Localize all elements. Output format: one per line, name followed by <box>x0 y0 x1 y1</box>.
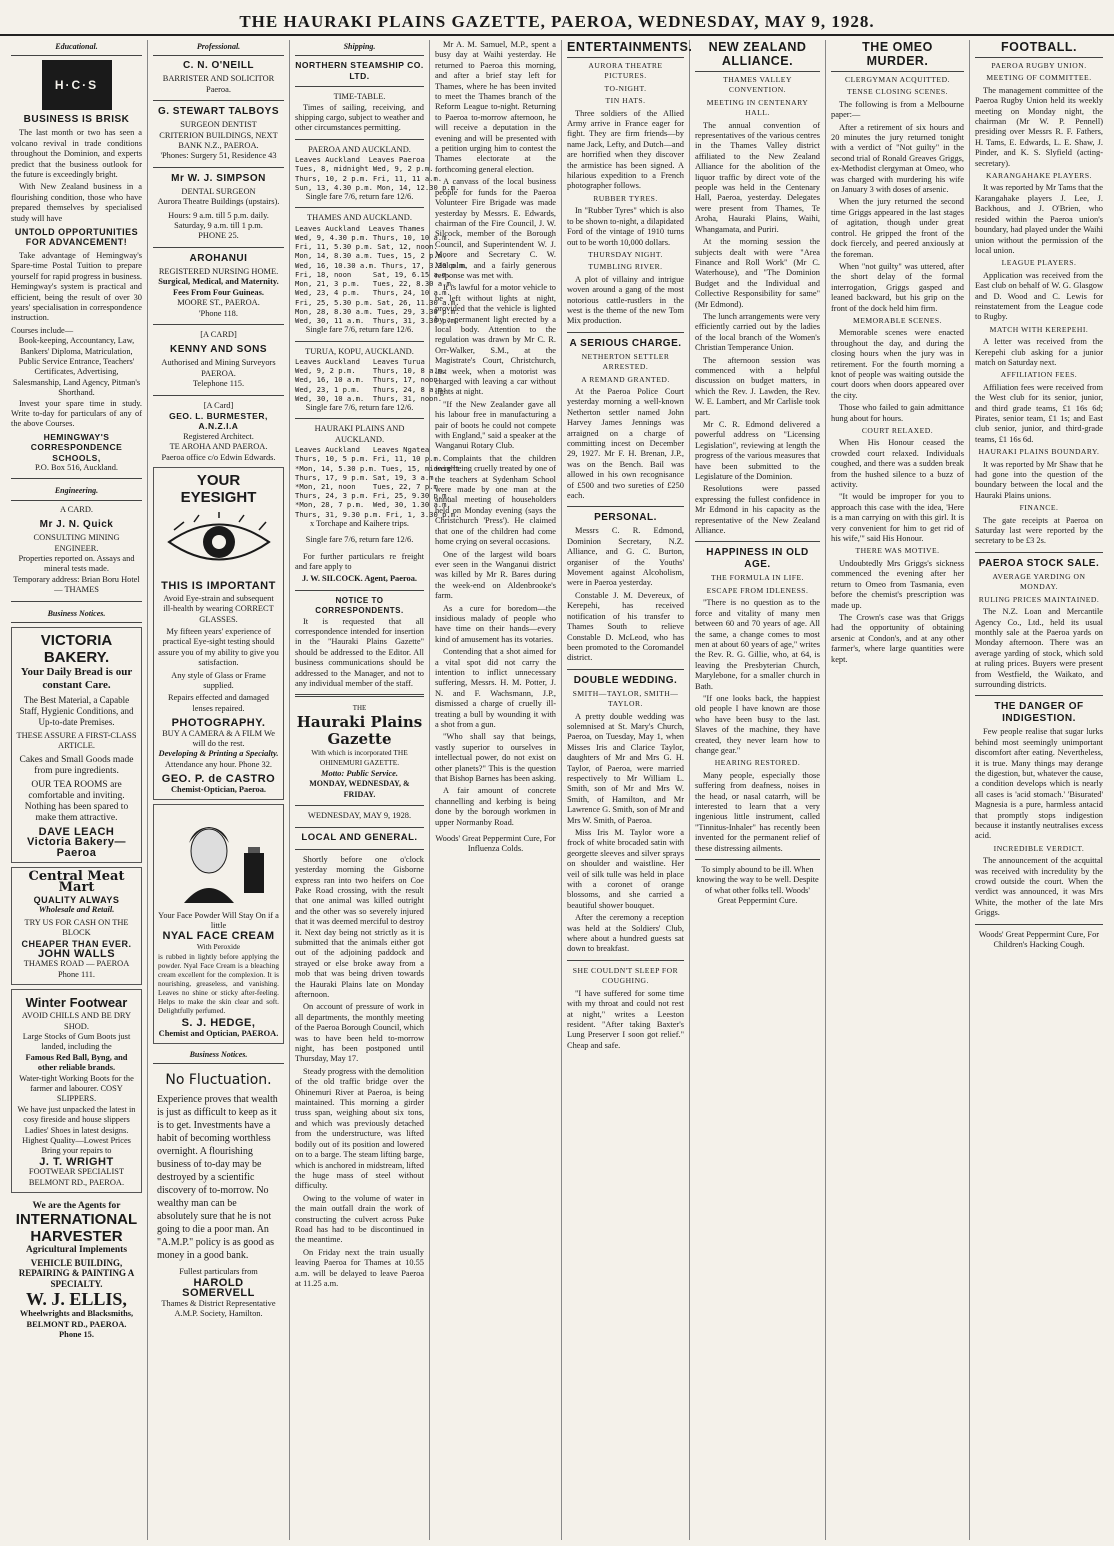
paragraph: It was reported by Mr Tams that the Karangahake players J. Lee, J. Backhous, and J. O'Brien, who resided within the Paeroa union's boundary, had played under the Waihi union without the permission of the local union. <box>975 183 1103 255</box>
ad-text: TRY US FOR CASH ON THE BLOCK <box>24 917 129 938</box>
paragraph: "I have suffered for some time with my throat and could not rest at night," writes a Leeston resident. "After taking Baxter's Lung Preserver I soon got relief." Cheap and safe. <box>567 988 684 1050</box>
masthead-days: MONDAY, WEDNESDAY, & FRIDAY. <box>309 779 410 799</box>
eye-illustration-icon <box>164 512 274 572</box>
paragraph: The following is from a Melbourne paper:— <box>831 99 964 120</box>
paragraph: One of the largest wild boars ever seen in the Wanganui district was killed by Mr R. Bares during the week-end on Aldenbrooke's farm. <box>435 549 556 601</box>
paragraph: Memorable scenes were enacted throughout the day, and during the closing hours when the jury was in retirement. For the fourth morning a knot of people was waiting outside the court doors when doors appeared over the city. <box>831 328 964 400</box>
victoria-bakery-ad <box>11 627 142 863</box>
subheading: SMITH—TAYLOR, SMITH—TAYLOR. <box>572 688 679 709</box>
section-label: Business Notices. <box>11 607 142 623</box>
international-harvester-ad <box>11 1197 142 1344</box>
paragraph: A pretty double wedding was solemnised at St. Mary's Church, Paeroa, on Tuesday, May 1, when Misses Iris and Clarice Taylor, daughters of Mr and Mrs G. H. Taylor, of Paeroa, were married respectively to Mr William L. Smith, son of Mr and Mrs W. Smith, of Hamilton, and Mr Lawrence G. Smith, son of Mr and Mrs W. Smith, of Paeroa. <box>567 711 684 825</box>
column-7 <box>826 40 970 1540</box>
paragraph: "If the New Zealander gave all his labour free in manufacturing a pair of boots he could not compete with England," said a speaker at the Wanganui Rotary Club. <box>435 399 556 451</box>
timetable: Leaves Auckland Leaves Ngatea Thurs, 10, 5 p.m. Fri, 11, 10 p.m. *Mon, 14, 5.30 p.m. Tues, 15, midnight Thurs, 17, 9 p.m. Sat, 19, 3 a.m. *Mon, 21, noon Tues, 22, 7 p.m. Thurs, 24, 3 p.m. Fri, 25, 9.30 p.m. *Mon, 28, 7 p.m. Wed, 30, 1.30 a.m. Thurs, 31, 9.30 p.m. Fri, 1, 3.30 p.m. <box>295 445 460 519</box>
paragraph: Invest your spare time in study. Write to-day for particulars of any of the above Courses. <box>11 398 142 429</box>
subheading: PAEROA RUGBY UNION. <box>991 61 1087 70</box>
subheading: KARANGAHAKE PLAYERS. <box>986 171 1092 181</box>
timetable: Leaves Auckland Leaves Thames Wed, 9, 4.30 p.m. Thurs, 10, 10 a.m. Fri, 11, 5.30 p.m. Sat, 12, noon. Mon, 14, 8.30 a.m. Tues, 15, 2 p.m. Wed, 16, 10.30 a.m. Thurs, 17, 3.30 p.m. Fri, 18, noon Sat, 19, 6.15 a.m. Mon, 21, 3 p.m. Tues, 22, 8.30 a.m. Wed, 23, 4 p.m. Thurs, 24, 10 a.m. Fri, 25, 5.30 p.m. Sat, 26, 11.30 a.m. Mon, 28, 8.30 a.m. Tues, 29, 3.30 p.m. Wed, 30, 11 a.m. Thurs, 31, 3.30 p.m. <box>295 223 469 325</box>
card-label: [A CARD] <box>200 329 237 339</box>
paragraph: At the Paeroa Police Court yesterday morning a well-known Netherton settler named John Harvey James Jennings was arraigned on a charge of committing incest on December 29, 1927. Mr F. H. Brenan, J.P., was on the Bench. Bail was allowed in his own recognisance of £500 and two sureties of £250 each. <box>567 386 684 501</box>
subheading: ESCAPE FROM IDLENESS. <box>706 585 809 595</box>
address: Paeroa office c/o Edwin Edwards. <box>161 452 276 462</box>
paragraph: It was reported by Mr Shaw that he had gone into the question of the boundary between the local and the Hauraki Plains unions. <box>975 459 1103 500</box>
advertiser-name: Mr J. N. Quick <box>39 519 114 531</box>
column-6 <box>690 40 826 1540</box>
page-columns <box>6 40 1108 1540</box>
column-4 <box>430 40 562 1540</box>
paragraph: Miss Iris M. Taylor wore a frock of white brocaded satin with georgette sleeves and silver sprays on shoulder and waistline. Her veil of silk tulle was held in place with a coronet of orange blossoms, and she carried a beautiful shower bouquet. <box>567 828 684 910</box>
ad-text: QUALITY ALWAYS <box>33 894 120 905</box>
ad-title: No Fluctuation. <box>165 1072 272 1089</box>
ad-text: Surgical, Medical, and Maternity. Fees From Four Guineas. <box>158 277 279 297</box>
paragraph: After the ceremony a reception was held at the Soldiers' Club, where about a hundred guests sat down to breakfast. <box>567 913 684 954</box>
ad-text: CHEAPER THAN EVER. <box>21 938 132 949</box>
ad-owner: J. T. WRIGHT <box>39 1155 114 1168</box>
subheading: HEARING RESTORED. <box>714 758 801 768</box>
column-2 <box>148 40 290 1540</box>
paragraph: Mr C. R. Edmond delivered a powerful address on "Licensing Legislation", reviewing at length the progress of the various measures that have been submitted to the Legislature of the Dominion. <box>695 420 820 482</box>
ad-text: We have just unpacked the latest in cosy fireside and house slippers Ladies' Shoes in latest designs. Highest Quality—Lowest Prices <box>17 1104 136 1146</box>
eyesight-ad <box>153 467 284 800</box>
ad-heading: PHOTOGRAPHY. <box>171 717 266 730</box>
paragraph: In "Rubber Tyres" which is also to be shown to-night, a dilapidated Ford of the vintage of 1910 turns out to be worth 10,000 dollars. <box>567 206 684 247</box>
subheading: MEETING IN CENTENARY HALL. <box>706 97 809 118</box>
ad-text: THESE ASSURE A FIRST-CLASS ARTICLE. <box>16 731 137 751</box>
paragraph: A letter was received from the Kerepehi club asking for a junior match on Saturday next. <box>975 337 1103 367</box>
article-headline: THE DANGER OF INDIGESTION. <box>994 701 1084 725</box>
ad-signature: Victoria Bakery—Paeroa <box>27 836 126 859</box>
subheading: NOTICE TO CORRESPONDENTS. <box>315 595 404 616</box>
subheading: UNTOLD OPPORTUNITIES FOR ADVANCEMENT! <box>14 227 139 248</box>
ad-text: AVOID CHILLS AND BE DRY SHOD. <box>21 1011 132 1031</box>
paragraph: "It would be improper for you to approach this case with the idea, 'Here is a man carrying on with this girl. It is very convenient for him to get rid of his wife,'" said His Honour. <box>831 492 964 544</box>
column-3 <box>290 40 469 1540</box>
masthead: THE HAURAKI PLAINS GAZETTE, PAEROA, WEDNESDAY, MAY 9, 1928. <box>0 6 1114 36</box>
title-text: DENTAL SURGEON <box>181 186 256 196</box>
paragraph: On account of pressure of work in all departments, the monthly meeting of the Paeroa Borough Council, which was to have been held to-morrow night, has been postponed until Thursday, May 17. <box>295 1002 424 1064</box>
ad-title: INTERNATIONAL HARVESTER <box>15 1211 138 1246</box>
masthead-motto: Motto: Public Service. <box>321 768 398 778</box>
ad-text: Attendance any hour. Phone 32. <box>165 759 272 769</box>
ad-text: My fifteen years' experience of practical Eye-sight testing should assure you of my ability to give you satisfaction. <box>158 627 279 668</box>
ad-text: VEHICLE BUILDING, REPAIRING & PAINTING A SPECIALTY. <box>18 1257 135 1289</box>
subheading: MEMORABLE SCENES. <box>852 315 943 325</box>
section-headline: ENTERTAINMENTS. <box>567 40 684 58</box>
paragraph: Owing to the volume of water in the main outfall drain the work of constructing the culvert across Puke Road has had to be discontinued in the meantime. <box>295 1193 424 1245</box>
section-headline: FOOTBALL. <box>975 40 1103 58</box>
advert-tail: To simply abound to be ill. When knowing the way to be well. Despite of what other folks tell. Woods' Great Peppermint Cure. <box>696 865 819 906</box>
subheading: MATCH WITH KEREPEHI. <box>989 324 1089 334</box>
fare-note: Single fare 7/6, return fare 12/6. <box>305 325 414 335</box>
section-label: Professional. <box>153 40 284 56</box>
phone: Telephone 115. <box>192 379 245 389</box>
paragraph: The afternoon session was commenced with a helpful discussion on budget matters, in which the Rev. J. Lawden, the Rev. W. E. Lambert, and Mr Carlisle took part. <box>695 355 820 417</box>
nyal-face-cream-ad <box>153 804 284 1044</box>
advert-tail: Woods' Great Peppermint Cure, For Influenza Colds. <box>435 834 556 854</box>
column-5 <box>562 40 693 1540</box>
subheading: THURSDAY NIGHT. <box>588 249 663 259</box>
title-text: Registered Architect. <box>183 431 254 441</box>
ad-title: YOUR EYESIGHT <box>180 471 257 506</box>
column-8 <box>970 40 1108 1540</box>
phone: PHONE 25. <box>198 231 239 241</box>
paragraph: The announcement of the acquittal was received with incredulity by the crowd outside the court. When the verdict was announced, it was Mrs White, the mother of the late Mrs Griggs. <box>975 856 1103 918</box>
paragraph: When "not guilty" was uttered, after the short delay of the formal interrogation, Griggs gasped and leaned backward, but his grip on the front of the dock held him firm. <box>831 261 964 313</box>
no-fluctuation-ad <box>153 1068 284 1323</box>
paragraph: Undoubtedly Mrs Griggs's sickness commenced the evening after her return to Omeo from Tasmania, even before the chemist's prescription was made up. <box>831 558 964 610</box>
paragraph: Few people realise that sugar lurks behind most seemingly unimportant discomfort after eating. Nevertheless, it is true. Many things may derange the digestion, but, whatever the cause, a condition develops which is nearly all cases is 'acid stomach.' 'Bisurated' Magnesia is a pure, harmless antacid that promptly stops indigestion because it instantly neutralises excess acid. <box>975 727 1103 841</box>
ad-title: Winter Footwear <box>25 995 128 1011</box>
ad-text: Any style of Glass or Frame supplied. <box>171 670 266 691</box>
ad-text: Repairs effected and damaged lenses repaired. <box>168 693 269 713</box>
advertiser-name: C. N. O'NEILL <box>182 60 255 72</box>
ad-owner: S. J. HEDGE, <box>181 1017 256 1030</box>
title-text: REGISTERED NURSING HOME. <box>158 266 279 276</box>
subheading: AVERAGE YARDING ON MONDAY. <box>992 571 1086 592</box>
address: MOORE ST., PAEROA. <box>177 298 260 308</box>
paragraph: Contending that a shot aimed for a vital spot did not carry the intention to inflict unnecessary suffering, Messrs. H. M. Potter, J. N. and F. Wachsmann, J.P., dismissed a charge of cruelly ill-treating a bull by wounding it with a shot from a gun. <box>435 647 556 729</box>
advert-tail: Woods' Great Peppermint Cure, For Children's Hacking Cough. <box>978 929 1100 950</box>
fare-note: Single fare 7/6, return fare 12/6. <box>305 535 414 545</box>
timetable: Leaves Auckland Leaves Paeroa Tues, 8, midnight Wed, 9, 2 p.m. Thurs, 10, 2 p.m. Fri, 11, 11 a.m. Sun, 13, 4.30 p.m. Mon, 14, 12.30 p.m. <box>295 155 460 192</box>
paragraph: The lunch arrangements were very efficiently carried out by the ladies of the local branch of the Women's Christian Temperance Union. <box>695 311 820 353</box>
ad-text: BUY A CAMERA & A FILM We will do the rest. <box>162 728 275 749</box>
subheading: NETHERTON SETTLER ARRESTED. <box>581 351 670 372</box>
ad-text: Famous Red Ball, Byng, and other reliable brands. <box>25 1052 128 1073</box>
subheading: AURORA THEATRE PICTURES. <box>588 61 663 81</box>
advertiser-name: HEMINGWAY'S CORRESPONDENCE SCHOOLS, <box>30 431 123 463</box>
agent-name: J. W. SILCOCK. Agent, Paeroa. <box>301 574 417 584</box>
paragraph: Times of sailing, receiving, and shipping cargo, subject to weather and other circumstances permitting. <box>295 102 424 133</box>
column-1 <box>6 40 148 1540</box>
ad-phone: Phone 111. <box>57 969 96 979</box>
ad-text: Water-tight Working Boots for the farmer and labourer. COSY SLIPPERS. <box>19 1073 134 1104</box>
advertiser-name: G. STEWART TALBOYS <box>157 106 280 118</box>
route-title: TURUA, KOPU, AUCKLAND. <box>305 346 414 356</box>
paragraph: Constable J. M. Devereux, of Kerepehi, has received notification of his transfer to Thames South to relieve Constable D. McLeod, who has been promoted to the Coromandel district. <box>567 590 684 663</box>
slogan: BUSINESS IS BRISK <box>23 114 130 126</box>
paragraph: As a cure for boredom—the insidious malady of people who have time on their hands—every kind of amusement has its votaries. <box>435 603 556 644</box>
paragraph: At the morning session the subjects dealt with were "Area Finance and Roll Work" (Mr C. Waterhouse), and "The Dominion Budget and the Individual and Collective Responsibility for same" (Mr Edmond). <box>695 237 820 309</box>
paragraph: On Friday next the train usually leaving Paeroa for Thames at 10.55 a.m. will be delayed to leave Paeroa at 11.25 a.m. <box>295 1247 424 1288</box>
ad-text: With Peroxide <box>196 941 241 951</box>
paragraph: When the jury returned the second time Griggs appeared in the last stages of agitation, though under great control. He gripped the front of the dock fiercely, and peered anxiously at the foreman. <box>831 197 964 259</box>
advertiser-name: KENNY AND SONS <box>169 344 267 356</box>
subheading: TIME-TABLE. <box>333 92 386 102</box>
fare-note: Single fare 7/6, return fare 12/6. <box>305 192 414 202</box>
paragraph: Those who failed to gain admittance hung about for hours. <box>831 403 964 423</box>
paragraph: After a retirement of six hours and 20 minutes the jury returned tonight with a verdict of "Not guilty" in the second trial of Ronald Greaves Griggs, ex-Methodist clergyman at Omeo, who was charged with murdering his wife on January 3 with doses of arsenic. <box>831 122 964 195</box>
subheading: AFFILIATION FEES. <box>1000 370 1078 380</box>
address: Temporary address: Brian Boru Hotel — THAMES <box>13 574 140 595</box>
ad-owner: JOHN WALLS <box>37 947 116 960</box>
paragraph: The last month or two has seen a volcano revival in trade conditions throughout the Dominion, and experts predict that the business outlook for the future is exceedingly bright. <box>11 128 142 180</box>
paragraph: The management committee of the Paeroa Rugby Union held its weekly meeting on Monday night, the chairman (Mr W. P. Pennell) presiding over Messrs R. F. Fathers, H. Tams, E. Edwards, L. E. Shaw, J. Pinder, and K. S. Slyfield (acting-secretary). <box>975 85 1103 168</box>
subheading: FINANCE. <box>1019 503 1059 513</box>
article-headline: PAEROA STOCK SALE. <box>978 557 1100 569</box>
masthead-title: Hauraki Plains Gazette <box>296 712 423 748</box>
subheading: TENSE CLOSING SCENES. <box>847 87 948 97</box>
paragraph: With New Zealand business in a flourishing condition, those who have prepared themselves by specialised study will have <box>11 182 142 223</box>
hours: Hours: 9 a.m. till 5 p.m. daily. Saturday, 9 a.m. till 1 p.m. <box>168 210 269 231</box>
ad-tagline: Your Daily Bread is our constant Care. <box>20 666 133 692</box>
address: TE AROHA AND PAEROA. <box>169 442 268 452</box>
paragraph: Three soldiers of the Allied Army arrive in France eager for fight. They are firm friends—by name Jack, Lefty, and Dutch—and are horrified when they discover the armistice has been signed. A hilarious expedition to a French photographer follows. <box>567 108 684 191</box>
paragraph: It is lawful for a motor vehicle to be left without lights at night, provided that the vehicle is lighted by a permanent light erected by a local body. Attention to the regulation was drawn by Mr C. R. Orr-Walker, S.M., at the Magistrate's Court, Christchurch, last week, when a motorist was charged with leaving a car without lights at night. <box>435 283 556 397</box>
ad-signature: Wheelwrights and Blacksmiths, BELMONT RD., PAEROA. Phone 15. <box>19 1309 134 1339</box>
route-title: THAMES AND AUCKLAND. <box>307 213 412 223</box>
paragraph: The annual convention of representatives of the various centres in the Thames Valley district affiliated to the New Zealand Alliance for the abolition of the liquor traffic by direct vote of the people was held in the Centenary Hall, Paeroa, yesterday. Delegates were present from Thames, Te Aroha, Hauraki Plains, Waihi, Whangamata, and Puriri. <box>695 120 820 234</box>
subheading: A REMAND GRANTED. <box>581 374 670 384</box>
ad-text: Avoid Eye-strain and subsequent ill-health by wearing CORRECT GLASSES. <box>163 593 274 624</box>
paragraph: Take advantage of Hemingway's Spare-time Postal Tuition to prepare yourself for rapid progress in business. Hemingway's system is practical and efficient, being the result of over 30 years' specialisation in correspondence instruction. <box>11 250 142 323</box>
ad-text: The Best Material, a Capable Staff, Hygienic Conditions, and Up-to-date Premises. <box>19 695 134 728</box>
paragraph: The gate receipts at Paeroa on Saturday last were reported by the secretary to be £3 2s. <box>975 515 1103 546</box>
ad-signature: Chemist and Optician, PAEROA. <box>158 1028 279 1038</box>
advertiser-name: AROHANUI <box>189 252 248 264</box>
section-label: Educational. <box>11 40 142 56</box>
route-title: PAEROA AND AUCKLAND. <box>308 144 411 154</box>
route-title: HAURAKI PLAINS AND AUCKLAND. <box>314 424 405 444</box>
phone: 'Phone 118. <box>199 308 238 318</box>
woman-portrait-illustration-icon <box>164 813 274 903</box>
paragraph: Affiliation fees were received from the West club for its senior, junior, and third grade teams, £1 16s 6d; Pirates, senior team, £1 1s; and East club senior, junior, and third-grade teams, £1 16s 6d. <box>975 382 1103 444</box>
section-label: Business Notices. <box>153 1048 284 1064</box>
ad-text: Agricultural Implements <box>25 1245 128 1256</box>
title-text: SURGEON DENTIST <box>180 120 257 130</box>
subheading: RULING PRICES MAINTAINED. <box>978 594 1100 604</box>
section-headline: THE OMEO MURDER. <box>831 40 964 72</box>
ad-signature: Thames & District Representative A.M.P. Society, Hamilton. <box>161 1298 276 1318</box>
paragraph: For further particulars re freight and fare apply to <box>295 551 424 571</box>
ad-owner: DAVE LEACH <box>38 825 115 838</box>
subheading: HAURAKI PLAINS BOUNDARY. <box>978 447 1100 457</box>
central-meat-mart-ad <box>11 867 142 985</box>
ad-heading: THIS IS IMPORTANT <box>161 580 276 593</box>
paragraph: Many people, especially those suffering from deafness, noises in the head, or nasal catarrh, will be interested to learn that a very ingenious little instrument, called "Tinnitus-Inhaler" has recently been invented for the permanent relief of these distressing ailments. <box>695 770 820 853</box>
subheading: RUBBER TYRES. <box>593 193 658 203</box>
paragraph: Shortly before one o'clock yesterday morning the Gisborne express ran into two heifers on Coe Pake Road crossing, with the result that one animal was killed outright and the other was so severely injured that it was deemed merciful to destroy it. Next day being not strictly as it is submitted that the animals either got out of the adjoining paddock and strayed or else broke away from a mob that was being driven towards the Hauraki Plains late on Monday afternoon. <box>295 854 424 999</box>
address: Paeroa. <box>206 84 231 94</box>
title-text: CONSULTING MINING ENGINEER. <box>33 533 120 553</box>
ad-signature: Chemist-Optician, Paeroa. <box>171 784 266 794</box>
masthead-the: THE <box>352 704 367 713</box>
masthead-sub: With which is incorporated THE OHINEMURI GAZETTE. <box>311 747 408 768</box>
ad-signature: FOOTWEAR SPECIALIST BELMONT RD., PAEROA. <box>28 1167 125 1187</box>
ad-text: Cakes and Small Goods made from pure ingredients. <box>19 754 134 776</box>
subheading: TIN HATS. <box>605 96 646 106</box>
ad-text: OUR TEA ROOMS are comfortable and inviting. Nothing has been spared to make them attractive. <box>24 779 129 823</box>
paragraph: The N.Z. Loan and Mercantile Agency Co., Ltd., held its usual monthly sale at the Paeroa yards on Monday afternoon. There was an average yarding of stock, which sold at ruling prices. Buyers were present from Westfield, the Waikato, and surrounding districts. <box>975 607 1103 689</box>
subheading: TO-NIGHT. <box>604 83 647 93</box>
subheading: MEETING OF COMMITTEE. <box>986 73 1092 83</box>
ad-owner: GEO. P. de CASTRO <box>161 773 276 786</box>
subheading: CLERGYMAN ACQUITTED. <box>845 75 950 84</box>
article-headline: DOUBLE WEDDING. <box>573 674 678 686</box>
masthead-date: WEDNESDAY, MAY 9, 1928. <box>307 810 412 820</box>
ad-title: NYAL FACE CREAM <box>162 930 275 943</box>
section-label: Engineering. <box>11 484 142 500</box>
address: Aurora Theatre Buildings (upstairs). <box>157 197 280 207</box>
timetable: Leaves Auckland Leaves Turua Wed, 9, 2 p.m. Thurs, 10, 8 a.m. Wed, 16, 10 a.m. Thurs, 17, noon. Wed, 23, 1 p.m. Thurs, 24, 8 a.m. Wed, 30, 10 a.m. Thurs, 31, noon. <box>295 356 447 403</box>
address: CRITERION BUILDINGS, NEXT BANK N.Z., PAEROA. <box>159 130 278 151</box>
ad-owner: W. J. ELLIS, <box>26 1289 127 1310</box>
subheading: THE FORMULA IN LIFE. <box>710 573 805 583</box>
paragraph: Courses include— <box>11 325 74 335</box>
subheading: INCREDIBLE VERDICT. <box>993 843 1085 853</box>
title-text: BARRISTER AND SOLICITOR <box>162 74 275 84</box>
ad-text: Your Face Powder Will Stay On if a little <box>158 910 279 930</box>
article-headline: PERSONAL. <box>594 512 657 524</box>
title-text: Authorised and Mining Surveyors PAEROA. <box>161 358 276 378</box>
subheading: THERE WAS MOTIVE. <box>855 546 940 556</box>
route-note: x Torchape and Kaihere trips. <box>309 518 410 528</box>
subheading: SHE COULDN'T SLEEP FOR COUGHING. <box>572 965 679 986</box>
phone: 'Phones: Surgery 51, Residence 43 <box>160 151 277 161</box>
subheading: THAMES VALLEY CONVENTION. <box>723 75 792 95</box>
paragraph: It is requested that all correspondence intended for insertion in the "Hauraki Plains Gazette" should be addressed to the Editor. All business communications should be addressed to the Manager, and not to any individual member of the staff. <box>295 616 424 689</box>
paragraph: Messrs C. R. Edmond, Dominion Secretary, N.Z. Alliance, and G. C. Burton, organiser of the Youths' Movement against Alcoholism, were in Paeroa yesterday. <box>567 526 684 588</box>
advertiser-name: GEO. L. BURMESTER, A.N.Z.I.A <box>169 410 268 432</box>
paragraph: When His Honour ceased the crowded court relaxed. Individuals coughed, and there was a sudden break from the hushed silence to a buzz of activity. <box>831 438 964 490</box>
paragraph: Properties reported on. Assays and mineral tests made. <box>18 554 135 574</box>
ad-title: Central Meat Mart <box>28 869 125 895</box>
ad-title: VICTORIA BAKERY. <box>40 632 113 667</box>
ad-owner: HAROLD SOMERVELL <box>182 1276 255 1300</box>
advertiser-name: Mr W. J. SIMPSON <box>171 172 266 184</box>
course-list: Book-keeping, Accountancy, Law, Bankers' Diploma, Matriculation, Public Service Entrance, Teachers' Certificates, Advertising, Salesmanship, Land Agency, Pitman's Shorthand. <box>12 336 141 398</box>
paragraph: Application was received from the East club on behalf of W. G. Glasgow and D. Wood and C. Lewis for reinstatement from the League code to Rugby. <box>975 270 1103 322</box>
paragraph: Resolutions were passed expressing the fullest confidence in Mr Edmond in his capacity as the representative of the New Zealand Alliance. <box>695 484 820 536</box>
ad-text: Developing & Printing a Specialty. <box>158 749 279 759</box>
paragraph: Steady progress with the demolition of the old traffic bridge over the Ohinemuri River at Paeroa, is being maintained. This morning a girder truss span, weighing about six tons, and which was previously detached from the understructure, was lifted bodily out of its position and lowered on to a barge. The steam lifting barge, which is anchored in midstream, lifted the huge mass of steel without difficulty. <box>295 1066 424 1191</box>
article-headline: HAPPINESS IN OLD AGE. <box>706 547 809 571</box>
article-headline: LOCAL AND GENERAL. <box>301 832 418 844</box>
section-label: Shipping. <box>295 40 424 56</box>
company-name: NORTHERN STEAMSHIP CO. LTD. <box>295 60 424 81</box>
subheading: COURT RELAXED. <box>861 426 934 435</box>
winter-footwear-ad <box>11 989 142 1193</box>
address: P.O. Box 516, Auckland. <box>34 463 119 472</box>
paragraph: "Who shall say that beings, vastly superior to ourselves in intellectual power, do not exist on other planets?" This is the question that Bishop Barnes has been asking. <box>435 732 556 784</box>
paragraph: The Crown's case was that Griggs had the opportunity of obtaining arsenic at Condon's, and at any other farmer's, where large quantities were kept. <box>831 612 964 664</box>
article-headline: A SERIOUS CHARGE. <box>569 337 682 349</box>
ad-text: Wholesale and Retail. <box>38 905 115 915</box>
paper-masthead <box>295 703 424 821</box>
ad-text: is rubbed in lightly before applying the powder. Nyal Face Cream is a bleaching cream excellent for the complexion. It is nourishing, greaseless, and vanishing. Leaves no shine or sticky after-feeling. Helps to make the skin clear and soft. Delightfully perfumed. <box>158 952 279 1016</box>
paragraph: A canvass of the local business people for funds for the Paeroa Volunteer Fire Brigade was made yesterday by Messrs. E. Edwards, chairman of the Fire Council, J. W. Silcock, member of the Borough Council, and Superintendent W. J. Moore and Secretary C. W. Malcolm, and a fairly generous response was met with. <box>435 177 556 280</box>
card-label: [A Card] <box>203 400 234 410</box>
paragraph: Complaints that the children were being cruelly treated by one of the teachers at Sydenham School were made by one man at the annual meeting of householders held on Monday evening (says the Christchurch 'Press'). He claimed that one of the children had come home crying on several occasions. <box>435 453 556 547</box>
ad-text: We are the Agents for <box>32 1201 121 1212</box>
ad-text: Experience proves that wealth is just as difficult to keep as it is to get. Investments have a habit of becoming worthless overnight. A flourishing business of to-day may be destroyed by a scientific discovery of to-morrow. No wealthy man can be absolutely sure that he is not going to die a poor man. An "A.M.P." policy is as good as money in a good bank. <box>157 1094 278 1262</box>
paragraph: A fair amount of concrete channelling and kerbing is being done by the borough workmen in upper Normanby Road. <box>435 786 556 827</box>
ad-text: Large Stocks of Gum Boots just landed, including the <box>22 1031 131 1052</box>
ad-address: THAMES ROAD — PAEROA <box>23 959 130 969</box>
paragraph: "If one looks back, the happiest old people I have known are those who have been busy to the last. Slaves of the machine, they have created, they never learn how to change gear." <box>695 693 820 755</box>
section-headline: NEW ZEALAND ALLIANCE. <box>695 40 820 72</box>
subheading: LEAGUE PLAYERS. <box>1001 258 1077 268</box>
ad-text: Bring your repairs to <box>41 1146 112 1156</box>
card-label: A CARD. <box>59 504 94 514</box>
paragraph: "There is no question as to the force and vitality of many men between 60 and 70 years of age. All the same, a change comes to most men at about 60 years of age," writes the Rev. R. G. Gillie, who, at 64, is leaving the Presbyterian Church, Marylebone, for a smaller church in Bath. <box>695 598 820 691</box>
paragraph: A plot of villainy and intrigue woven around a gang of the most notorious cattle-rustlers in the west is the theme of the new Tom Mix production. <box>567 274 684 326</box>
fare-note: Single fare 7/6, return fare 12/6. <box>305 402 414 412</box>
hcs-logo: H·C·S <box>42 60 112 110</box>
paragraph: Mr A. M. Samuel, M.P., spent a busy day at Waihi yesterday. He returned to Paeroa this morning, and after a brief stay left for Thames, where he has been invited to meet the Thames branch of the Reform League to-night. Returning to Paeroa to-morrow afternoon, he will receive a deputation in the evening and will be presented with a petition urging him to contest the Thames electorate at the forthcoming general election. <box>435 40 556 174</box>
subheading: TUMBLING RIVER. <box>588 262 663 272</box>
ad-text: Fullest particulars from <box>179 1267 258 1277</box>
